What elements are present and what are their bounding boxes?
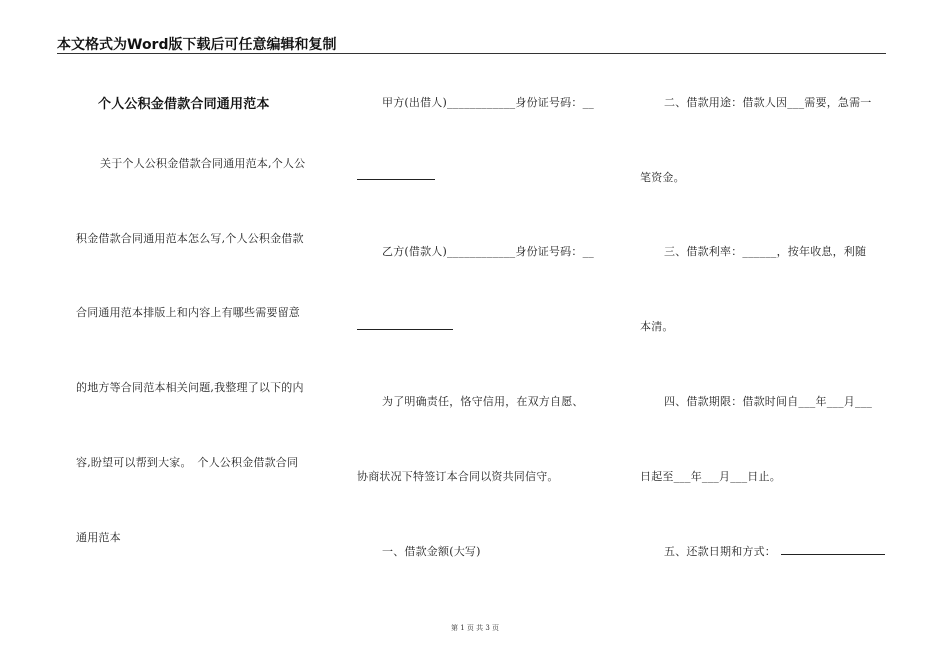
body-line: 为了明确责任，恪守信用，在双方自愿、 — [382, 395, 584, 408]
party-a-line: 甲方(出借人)____________身份证号码：__ — [382, 96, 594, 109]
body-line: 通用范本 — [76, 531, 121, 544]
clause-repayment: 五、还款日期和方式： — [664, 545, 776, 558]
party-b-line: 乙方(借款人)____________身份证号码：__ — [382, 245, 594, 258]
clause-interest: 三、借款利率：______，按年收息，利随 — [664, 245, 867, 258]
clause-purpose: 二、借款用途：借款人因___需要，急需一 — [664, 96, 872, 109]
blank-underline — [357, 329, 453, 330]
blank-underline — [781, 554, 885, 555]
body-line: 关于个人公积金借款合同通用范本,个人公 — [100, 157, 306, 170]
header-divider — [57, 53, 886, 54]
page-number: 第 1 页 共 3 页 — [450, 624, 500, 632]
body-line: 协商状况下特签订本合同以资共同信守。 — [357, 470, 559, 483]
document-title: 个人公积金借款合同通用范本 — [98, 97, 270, 112]
header-title: 本文格式为Word版下载后可任意编辑和复制 — [57, 37, 337, 53]
body-line: 的地方等合同范本相关问题,我整理了以下的内 — [76, 381, 304, 394]
clause-term: 四、借款期限：借款时间自___年___月___ — [664, 395, 873, 408]
body-line: 容,盼望可以帮到大家。 个人公积金借款合同 — [76, 456, 299, 469]
body-line: 日起至___年___月___日止。 — [640, 470, 781, 483]
body-line: 合同通用范本排版上和内容上有哪些需要留意 — [76, 306, 300, 319]
blank-underline — [357, 179, 435, 180]
body-line: 笔资金。 — [640, 171, 685, 184]
body-line: 本清。 — [640, 320, 674, 333]
body-line: 积金借款合同通用范本怎么写,个人公积金借款 — [76, 232, 304, 245]
clause-amount: 一、借款金额(大写) — [382, 545, 481, 558]
